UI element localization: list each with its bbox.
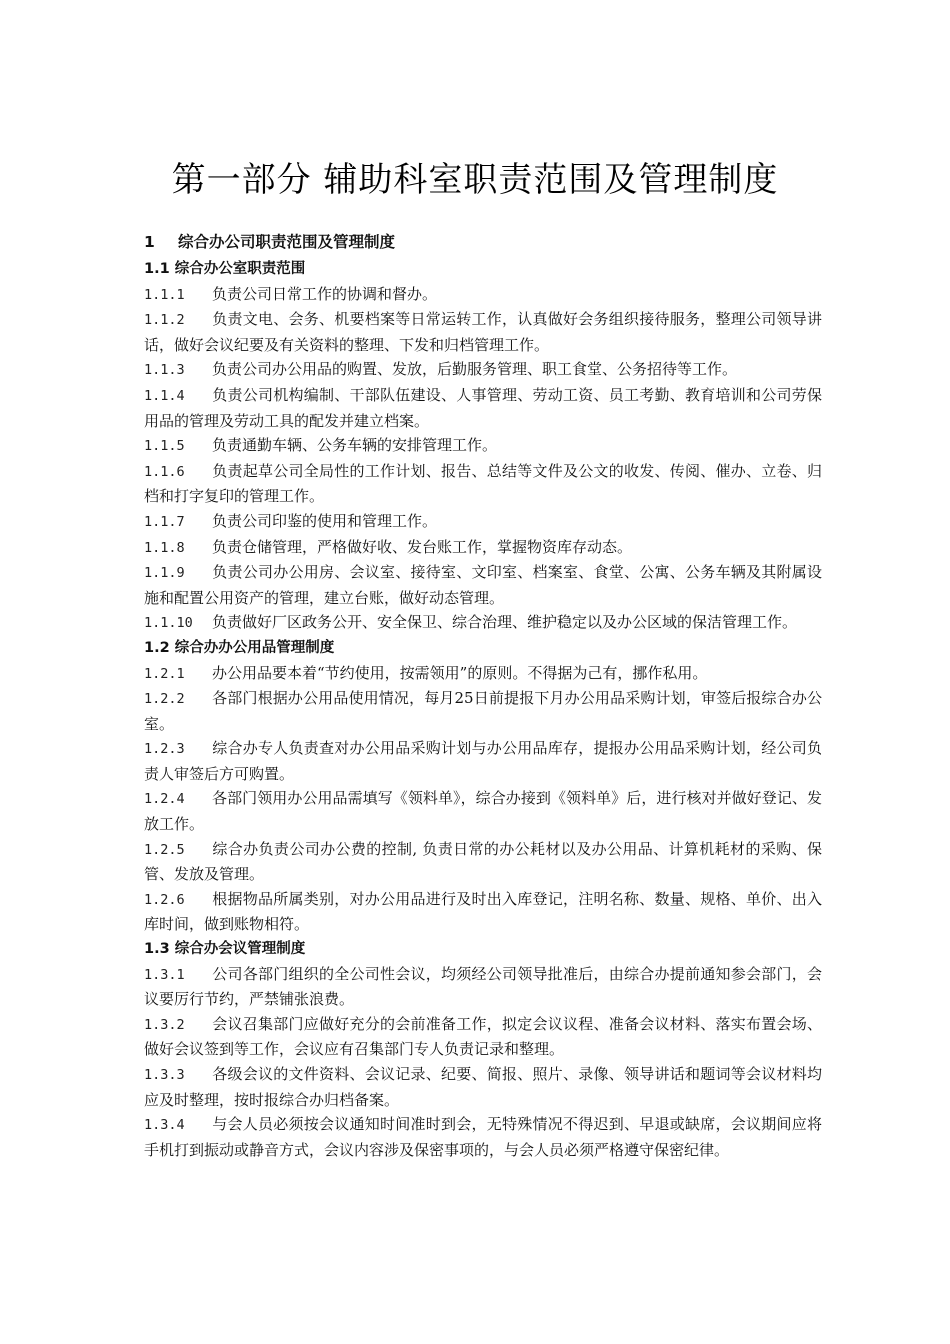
document-body [144,227,822,1162]
clause-number: 1.2.1 [144,665,185,682]
clause-item [144,535,822,561]
clause-item [144,837,822,887]
clause-text: 综合办专人负责查对办公用品采购计划与办公用品库存，提报办公用品采购计划，经公司负责人审签后方可购置。 [144,739,822,783]
chapter-number: 1 [144,233,155,251]
clause-item [144,307,822,357]
clause-text: 负责公司办公用房、会议室、接待室、文印室、档案室、食堂、公寓、公务车辆及其附属设施和配置公用资产的管理，建立台账，做好动态管理。 [144,563,822,607]
clause-number: 1.2.4 [144,791,185,808]
clause-number: 1.3.1 [144,966,185,983]
clause-item [144,560,822,610]
clause-item [144,282,822,308]
clause-number: 1.2.3 [144,741,185,758]
clause-item [144,1112,822,1162]
clause-number: 1.1.6 [144,463,185,480]
clause-number: 1.1.7 [144,513,185,530]
section-heading: 1.1 综合办公室职责范围 [144,261,306,277]
clause-item [144,610,822,636]
clause-number: 1.1.2 [144,312,185,329]
clause-item [144,887,822,937]
clause-text: 负责公司办公用品的购置、发放，后勤服务管理、职工食堂、公务招待等工作。 [212,360,738,379]
clause-item [144,1062,822,1112]
clause-item [144,962,822,1012]
clause-item [144,383,822,433]
clause-text: 负责起草公司全局性的工作计划、报告、总结等文件及公文的收发、传阅、催办、立卷、归档和打字复印的管理工作。 [144,461,822,506]
clause-item [144,686,822,736]
clause-number: 1.1.1 [144,286,185,303]
clause-item [144,661,822,687]
clause-text: 负责通勤车辆、公务车辆的安排管理工作。 [212,436,498,455]
clause-number: 1.1.10 [144,615,193,632]
clause-text: 负责做好厂区政务公开、安全保卫、综合治理、维护稳定以及办公区域的保洁管理工作。 [212,613,798,632]
clause-item [144,736,822,786]
clause-item [144,357,822,383]
clause-text: 与会人员必须按会议通知时间准时到会，无特殊情况不得迟到、早退或缺席，会议期间应将手机打到振动或静音方式，会议内容涉及保密事项的，与会人员必须严格遵守保密纪律。 [144,1115,822,1159]
clause-text: 负责公司日常工作的协调和督办。 [212,284,438,303]
clause-number: 1.1.5 [144,438,185,455]
clause-number: 1.1.9 [144,565,185,582]
clause-text: 负责文电、会务、机要档案等日常运转工作，认真做好会务组织接待服务，整理公司领导讲话，做好会议纪要及有关资料的整理、下发和归档管理工作。 [144,310,822,354]
chapter-heading [144,228,822,256]
clause-text: 各级会议的文件资料、会议记录、纪要、简报、照片、录像、领导讲话和题词等会议材料均应及时整理，按时报综合办归档备案。 [144,1065,822,1109]
clause-item [144,1012,822,1062]
clause-number: 1.1.3 [144,362,185,379]
clause-text: 会议召集部门应做好充分的会前准备工作，拟定会议议程、准备会议材料、落实布置会场、做好会议签到等工作，会议应有召集部门专人负责记录和整理。 [144,1014,822,1059]
clause-text: 负责公司机构编制、干部队伍建设、人事管理、劳动工资、员工考勤、教育培训和公司劳保用品的管理及劳动工具的配发并建立档案。 [144,385,822,430]
clause-item [144,786,822,836]
clause-text: 负责公司印鉴的使用和管理工作。 [212,511,438,530]
clause-item [144,433,822,459]
section-heading: 1.3 综合办会议管理制度 [144,941,306,958]
sections-container [144,257,822,1162]
clause-number: 1.2.6 [144,891,185,908]
clause-item [144,509,822,535]
clause-text: 公司各部门组织的全公司性会议，均须经公司领导批准后，由综合办提前通知参会部门，会议要厉行节约，严禁铺张浪费。 [144,964,822,1009]
clause-number: 1.3.2 [144,1016,185,1033]
clause-number: 1.3.3 [144,1067,185,1083]
clause-text: 综合办负责公司办公费的控制, 负责日常的办公耗材以及办公用品、计算机耗材的采购、保管、发放及管理。 [144,839,822,884]
clause-item [144,459,822,509]
clause-text: 根据物品所属类别，对办公用品进行及时出入库登记，注明名称、数量、规格、单价、出入库时间，做到账物相符。 [144,889,822,934]
clause-number: 1.1.4 [144,387,185,404]
page-title: 第一部分 辅助科室职责范围及管理制度 [171,160,779,200]
section-heading: 1.2 综合办办公用品管理制度 [144,639,335,656]
clause-text: 各部门领用办公用品需填写《领料单》，综合办接到《领料单》后，进行核对并做好登记、发放工作。 [144,789,822,834]
clause-text: 负责仓储管理，严格做好收、发台账工作，掌握物资库存动态。 [212,537,633,556]
clause-number: 1.1.8 [144,539,185,556]
clause-number: 1.3.4 [144,1117,185,1134]
clause-number: 1.2.5 [144,841,185,858]
chapter-title: 综合办公司职责范围及管理制度 [178,233,396,251]
clause-number: 1.2.2 [144,691,185,708]
clause-text: 办公用品要本着“节约使用，按需领用”的原则。不得据为己有，挪作私用。 [212,663,708,682]
clause-text: 各部门根据办公用品使用情况，每月25日前提报下月办公用品采购计划，审签后报综合办公室。 [144,689,822,733]
